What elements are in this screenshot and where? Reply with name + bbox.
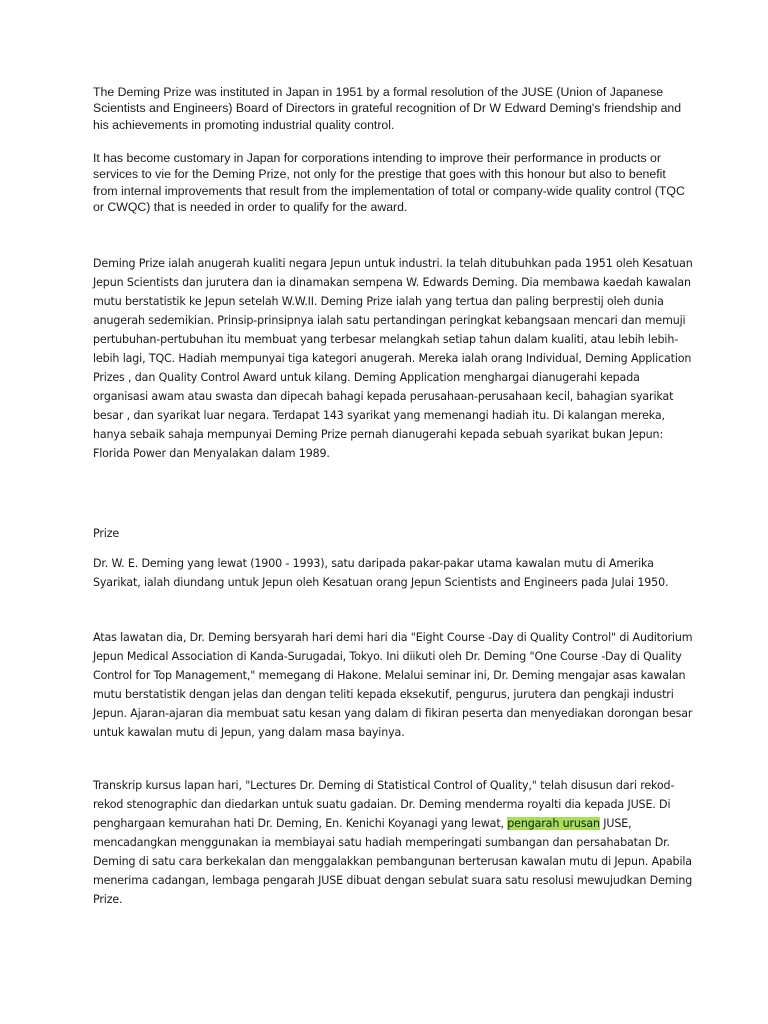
english-paragraph-1: The Deming Prize was instituted in Japan in 1951 by a formal resolution of the JUSE (Union of Japanese Scientists and Engineers) Board of Directors in grateful recognition of Dr W Edward Deming's friendship and his achievements in promoting industrial quality control. — [93, 85, 682, 132]
malay-paragraph-3: Atas lawatan dia, Dr. Deming bersyarah hari demi hari dia "Eight Course -Day di Quality Control" di Auditorium Jepun Medical Association di Kanda-Surugadai, Tokyo. Ini diikuti oleh Dr. Deming "One Course -Day di Quality Control for Top Management," memegang di Hakone. Melalui seminar ini, Dr. Deming mengajar asas kawalan mutu berstatistik dengan jelas dan dengan teliti kepada eksekutif, pengurus, jurutera dan pengkaji industri Jepun. Ajaran-ajaran dia membuat satu kesan yang dalam di fikiran peserta dan menyediakan dorongan besar untuk kawalan mutu di Jepun, yang dalam masa bayinya. — [93, 631, 693, 740]
malay-paragraph-4 — [93, 776, 693, 909]
english-paragraph-2: It has become customary in Japan for corporations intending to improve their performance in products or services to vie for the Deming Prize, not only for the prestige that goes with this honour but also to benefit from internal improvements that result from the implementation of total or company-wide quality control (TQC or CWQC) that is needed in order to qualify for the award. — [93, 151, 685, 214]
malay-paragraph-1: Deming Prize ialah anugerah kualiti negara Jepun untuk industri. Ia telah ditubuhkan pada 1951 oleh Kesatuan Jepun Scientists dan jurutera dan ia dinamakan sempena W. Edwards Deming. Dia membawa kaedah kawalan mutu berstatistik ke Jepun setelah W.W.II. Deming Prize ialah yang tertua dan paling berprestij oleh dunia anugerah sedemikian. Prinsip-prinsipnya ialah satu pertandingan peringkat kebangsaan mencari dan memuji pertubuhan-pertubuhan itu membuat yang terbesar melangkah setiap tahun dalam kualiti, atau lebih lebih-lebih lagi, TQC. Hadiah mempunyai tiga kategori anugerah. Mereka ialah orang Individual, Deming Application Prizes , dan Quality Control Award untuk kilang. Deming Application menghargai dianugerahi kepada organisasi awam atau swasta dan dipecah bahagi kepada perusahaan-perusahaan kecil, bahagian syarikat besar , dan syarikat luar negara. Terdapat 143 syarikat yang memenangi hadiah itu. Di kalangan mereka, hanya sebaik sahaja mempunyai Deming Prize pernah dianugerahi kepada sebuah syarikat bukan Jepun: Florida Power dan Menyalakan dalam 1989. — [93, 257, 693, 461]
paragraph-text-after: JUSE, mencadangkan menggunakan ia membiayai satu hadiah memperingati sumbangan dan persahabatan Dr. Deming di satu cara berkekalan dan menggalakkan pembangunan berterusan kawalan mutu di Jepun. Apabila menerima cadangan, lembaga pengarah JUSE dibuat dengan sebulat suara satu resolusi mewujudkan Deming Prize. — [93, 817, 693, 907]
section-heading: Prize — [93, 527, 120, 540]
paragraph-text-before: Transkrip kursus lapan hari, "Lectures Dr. Deming di Statistical Control of Quality," telah disusun dari rekod-rekod stenographic dan diedarkan untuk suatu gadaian. Dr. Deming menderma royalti dia kepada JUSE. Di penghargaan kemurahan hati Dr. Deming, En. Kenichi Koyanagi yang lewat, — [93, 779, 675, 831]
malay-paragraph-2: Dr. W. E. Deming yang lewat (1900 - 1993), satu daripada pakar-pakar utama kawalan mutu di Amerika Syarikat, ialah diundang untuk Jepun oleh Kesatuan orang Jepun Scientists and Engineers pada Julai 1950. — [93, 557, 669, 590]
highlighted-text: pengarah urusan — [507, 817, 600, 831]
